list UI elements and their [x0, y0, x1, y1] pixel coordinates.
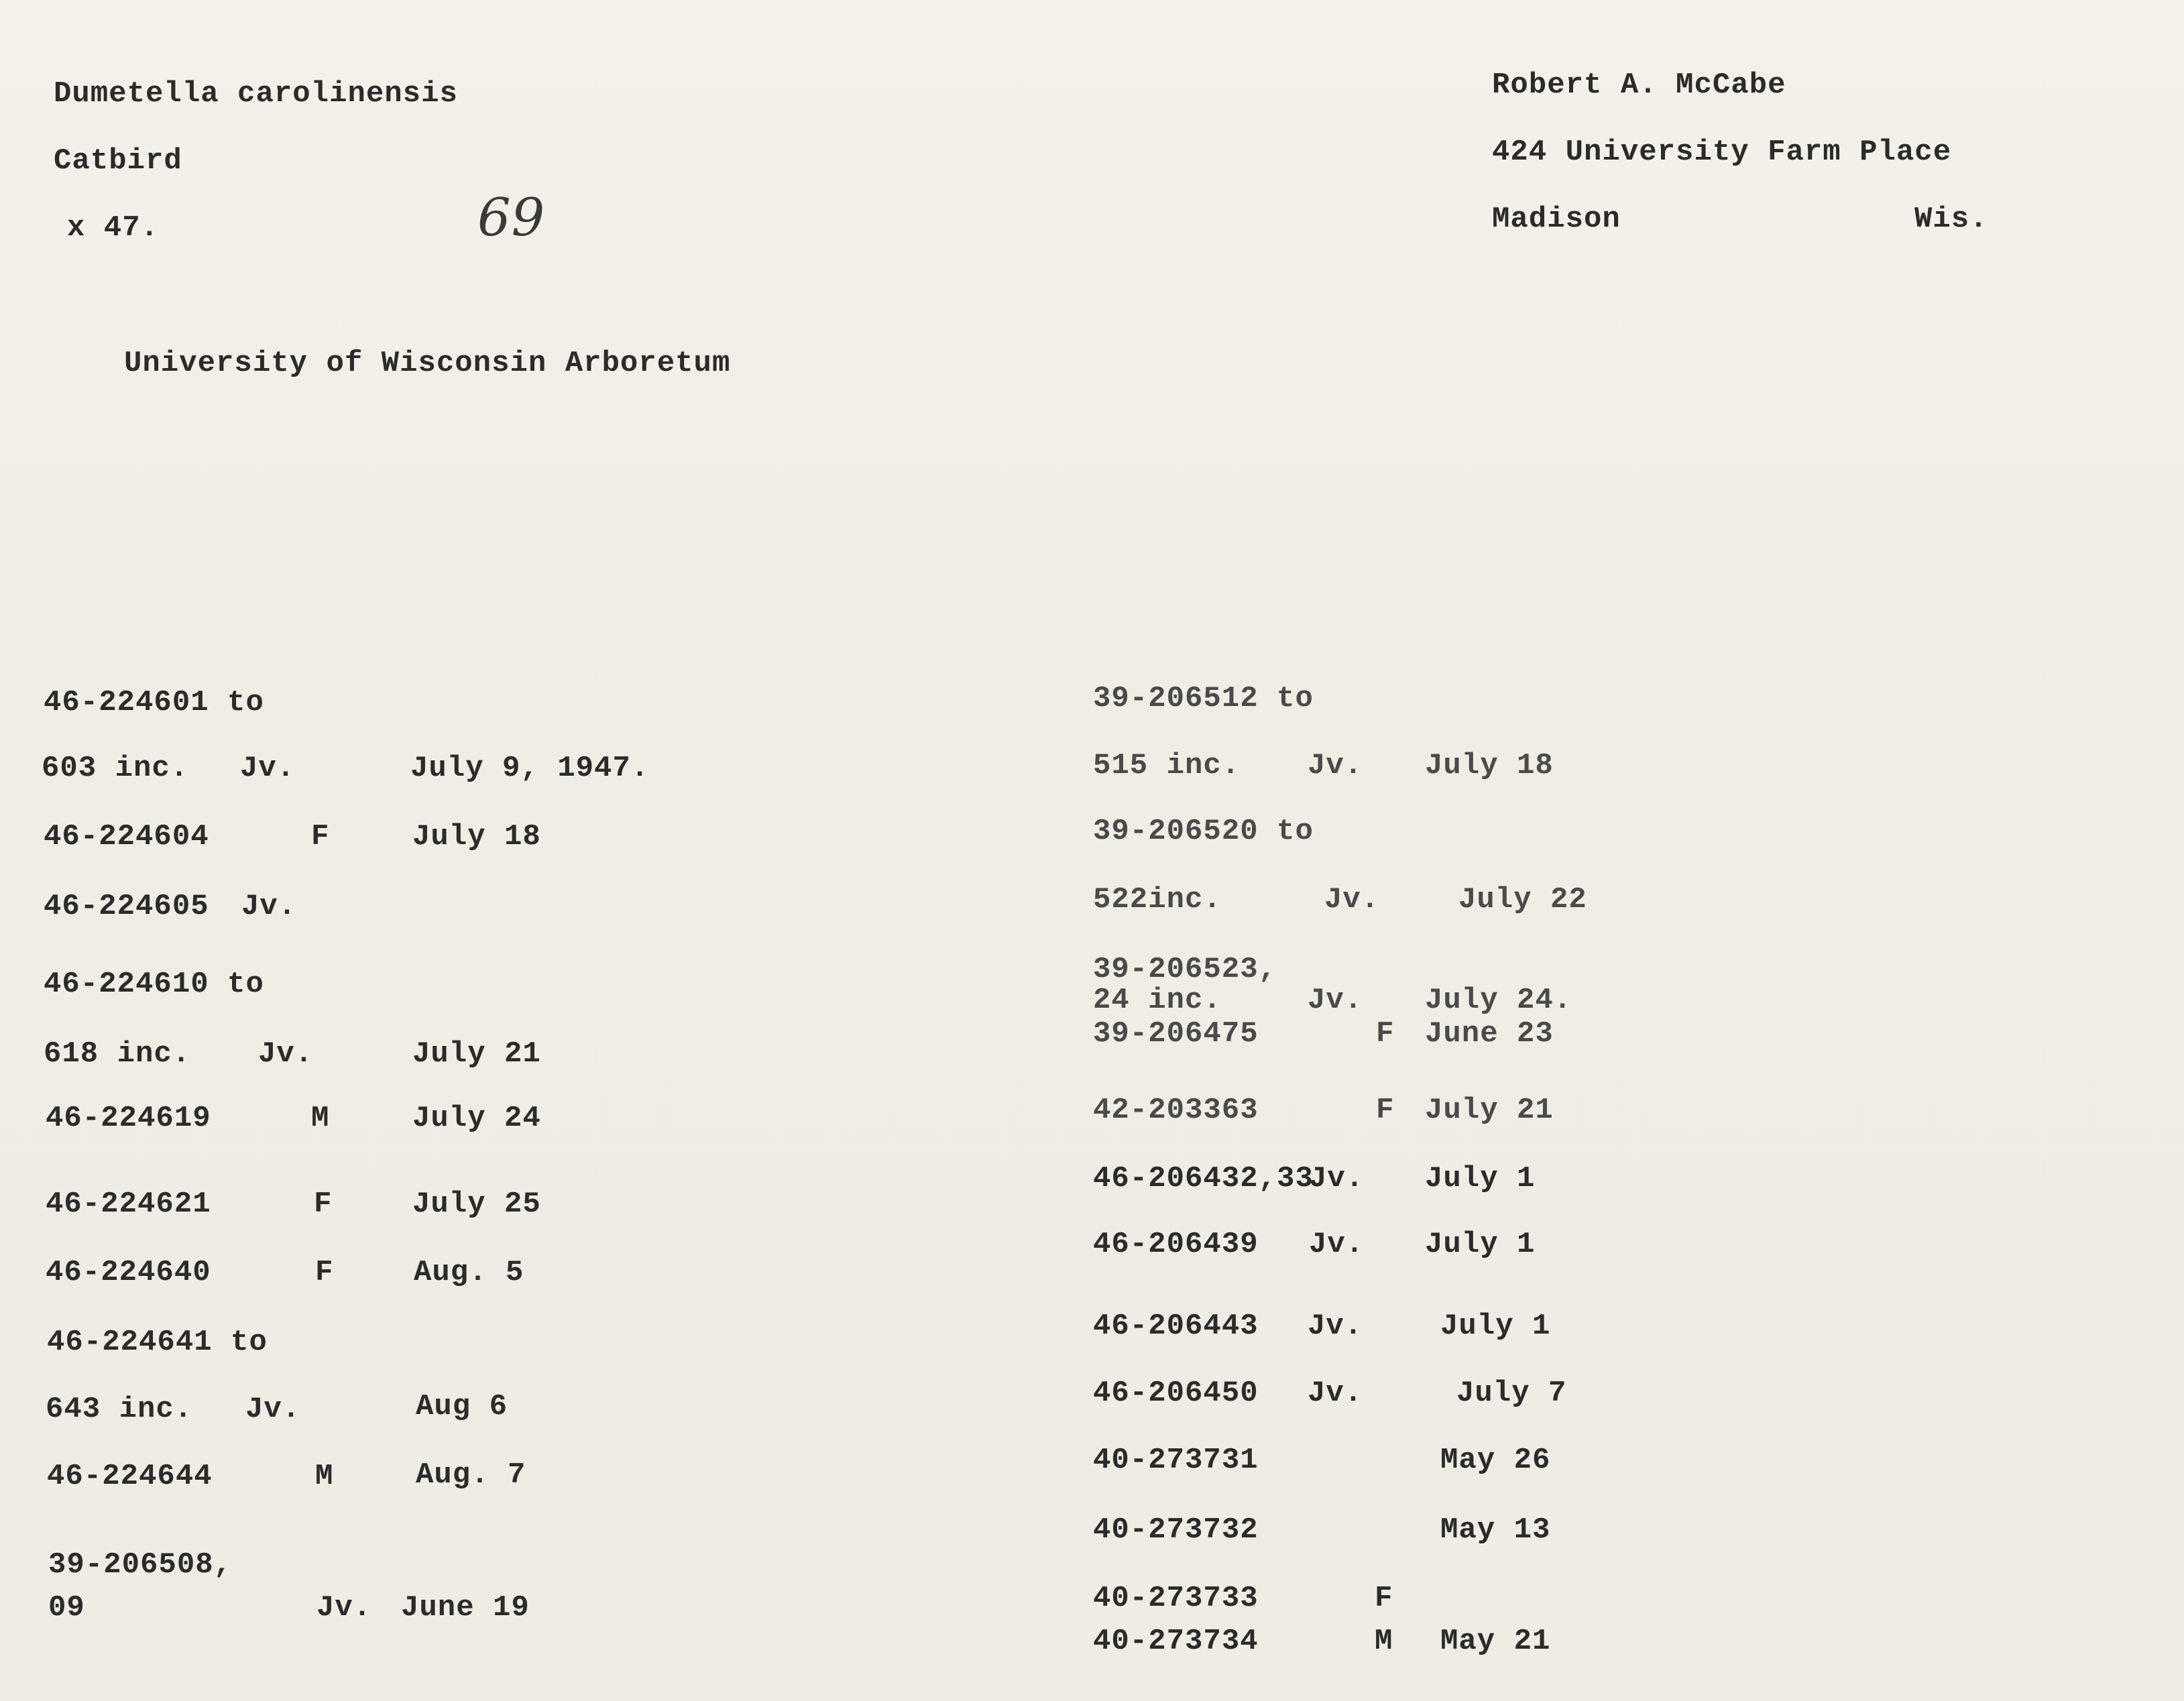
left-sex-13: Jv.: [317, 1591, 372, 1625]
handwritten-number: 69: [477, 188, 546, 248]
left-band-3: 46-224605: [44, 890, 209, 923]
right-sex-14: F: [1375, 1582, 1393, 1615]
right-date-6: June 23: [1425, 1017, 1554, 1051]
left-sex-2: F: [311, 820, 330, 854]
right-date-10: July 1: [1440, 1309, 1551, 1343]
left-date-11: Aug. 7: [416, 1458, 526, 1492]
left-date-2: July 18: [412, 820, 541, 854]
right-sex-15: M: [1375, 1625, 1393, 1658]
right-sex-8: Jv.: [1309, 1162, 1365, 1195]
left-band-4: 46-224610 to: [44, 967, 264, 1001]
right-date-15: May 21: [1440, 1625, 1551, 1658]
right-band-6: 39-206475: [1093, 1017, 1259, 1051]
right-band-0: 39-206512 to: [1093, 682, 1314, 715]
left-sex-6: M: [311, 1102, 330, 1135]
bander-city: Madison: [1492, 202, 1621, 236]
left-band-0: 46-224601 to: [44, 686, 264, 719]
right-band-13: 40-273732: [1093, 1513, 1259, 1547]
right-band-7: 42-203363: [1093, 1094, 1259, 1127]
left-band-7: 46-224621: [46, 1187, 211, 1221]
left-date-8: Aug. 5: [414, 1256, 524, 1289]
left-band-2: 46-224604: [44, 820, 209, 854]
right-band-5: 24 inc.: [1093, 984, 1222, 1017]
right-sex-5: Jv.: [1308, 984, 1363, 1017]
left-date-6: July 24: [412, 1102, 541, 1135]
right-sex-11: Jv.: [1308, 1376, 1363, 1410]
left-sex-8: F: [315, 1256, 334, 1289]
right-date-5: July 24.: [1425, 984, 1572, 1017]
right-sex-10: Jv.: [1308, 1309, 1363, 1343]
left-band-1: 603 inc.: [42, 752, 189, 785]
left-sex-11: M: [315, 1460, 334, 1493]
right-band-8: 46-206432,33: [1093, 1162, 1314, 1195]
right-sex-1: Jv.: [1308, 749, 1363, 782]
right-band-10: 46-206443: [1093, 1309, 1259, 1343]
right-band-1: 515 inc.: [1093, 749, 1241, 782]
left-band-10: 643 inc.: [46, 1393, 193, 1426]
right-sex-6: F: [1376, 1017, 1395, 1051]
bander-state: Wis.: [1914, 202, 1988, 236]
left-date-7: July 25: [412, 1187, 541, 1221]
banding-location: University of Wisconsin Arboretum: [124, 347, 731, 380]
right-date-9: July 1: [1425, 1228, 1536, 1261]
left-band-6: 46-224619: [46, 1102, 211, 1135]
left-sex-7: F: [314, 1187, 333, 1221]
left-date-5: July 21: [412, 1037, 541, 1071]
right-date-11: July 7: [1456, 1376, 1567, 1410]
left-band-9: 46-224641 to: [47, 1326, 268, 1359]
right-band-12: 40-273731: [1093, 1444, 1259, 1477]
right-sex-7: F: [1376, 1094, 1395, 1127]
right-band-9: 46-206439: [1093, 1228, 1259, 1261]
left-band-5: 618 inc.: [44, 1037, 191, 1071]
species-name: Dumetella carolinensis: [54, 77, 458, 111]
right-date-1: July 18: [1425, 749, 1554, 782]
species-code: x 47.: [67, 211, 160, 245]
right-band-3: 522inc.: [1093, 883, 1222, 917]
common-name: Catbird: [54, 144, 182, 178]
left-sex-1: Jv.: [240, 752, 296, 785]
left-band-12: 39-206508,: [48, 1548, 233, 1582]
right-date-12: May 26: [1440, 1444, 1551, 1477]
right-date-3: July 22: [1458, 883, 1587, 917]
right-band-11: 46-206450: [1093, 1376, 1259, 1410]
right-date-8: July 1: [1425, 1162, 1536, 1195]
left-date-10: Aug 6: [416, 1390, 508, 1423]
right-date-7: July 21: [1425, 1094, 1554, 1127]
left-date-1: July 9, 1947.: [410, 752, 650, 785]
left-sex-3: Jv.: [241, 890, 297, 923]
right-sex-9: Jv.: [1309, 1228, 1365, 1261]
left-date-13: June 19: [401, 1591, 530, 1625]
right-band-2: 39-206520 to: [1093, 815, 1314, 848]
left-sex-10: Jv.: [245, 1393, 301, 1426]
right-band-4: 39-206523,: [1093, 953, 1277, 986]
bander-name: Robert A. McCabe: [1492, 68, 1786, 102]
bander-address: 424 University Farm Place: [1492, 135, 1952, 169]
left-sex-5: Jv.: [258, 1037, 314, 1071]
right-sex-3: Jv.: [1324, 883, 1380, 917]
left-band-11: 46-224644: [47, 1460, 213, 1493]
right-date-13: May 13: [1440, 1513, 1551, 1547]
left-band-13: 09: [48, 1591, 85, 1625]
right-band-14: 40-273733: [1093, 1582, 1259, 1615]
left-band-8: 46-224640: [46, 1256, 211, 1289]
right-band-15: 40-273734: [1093, 1625, 1259, 1658]
